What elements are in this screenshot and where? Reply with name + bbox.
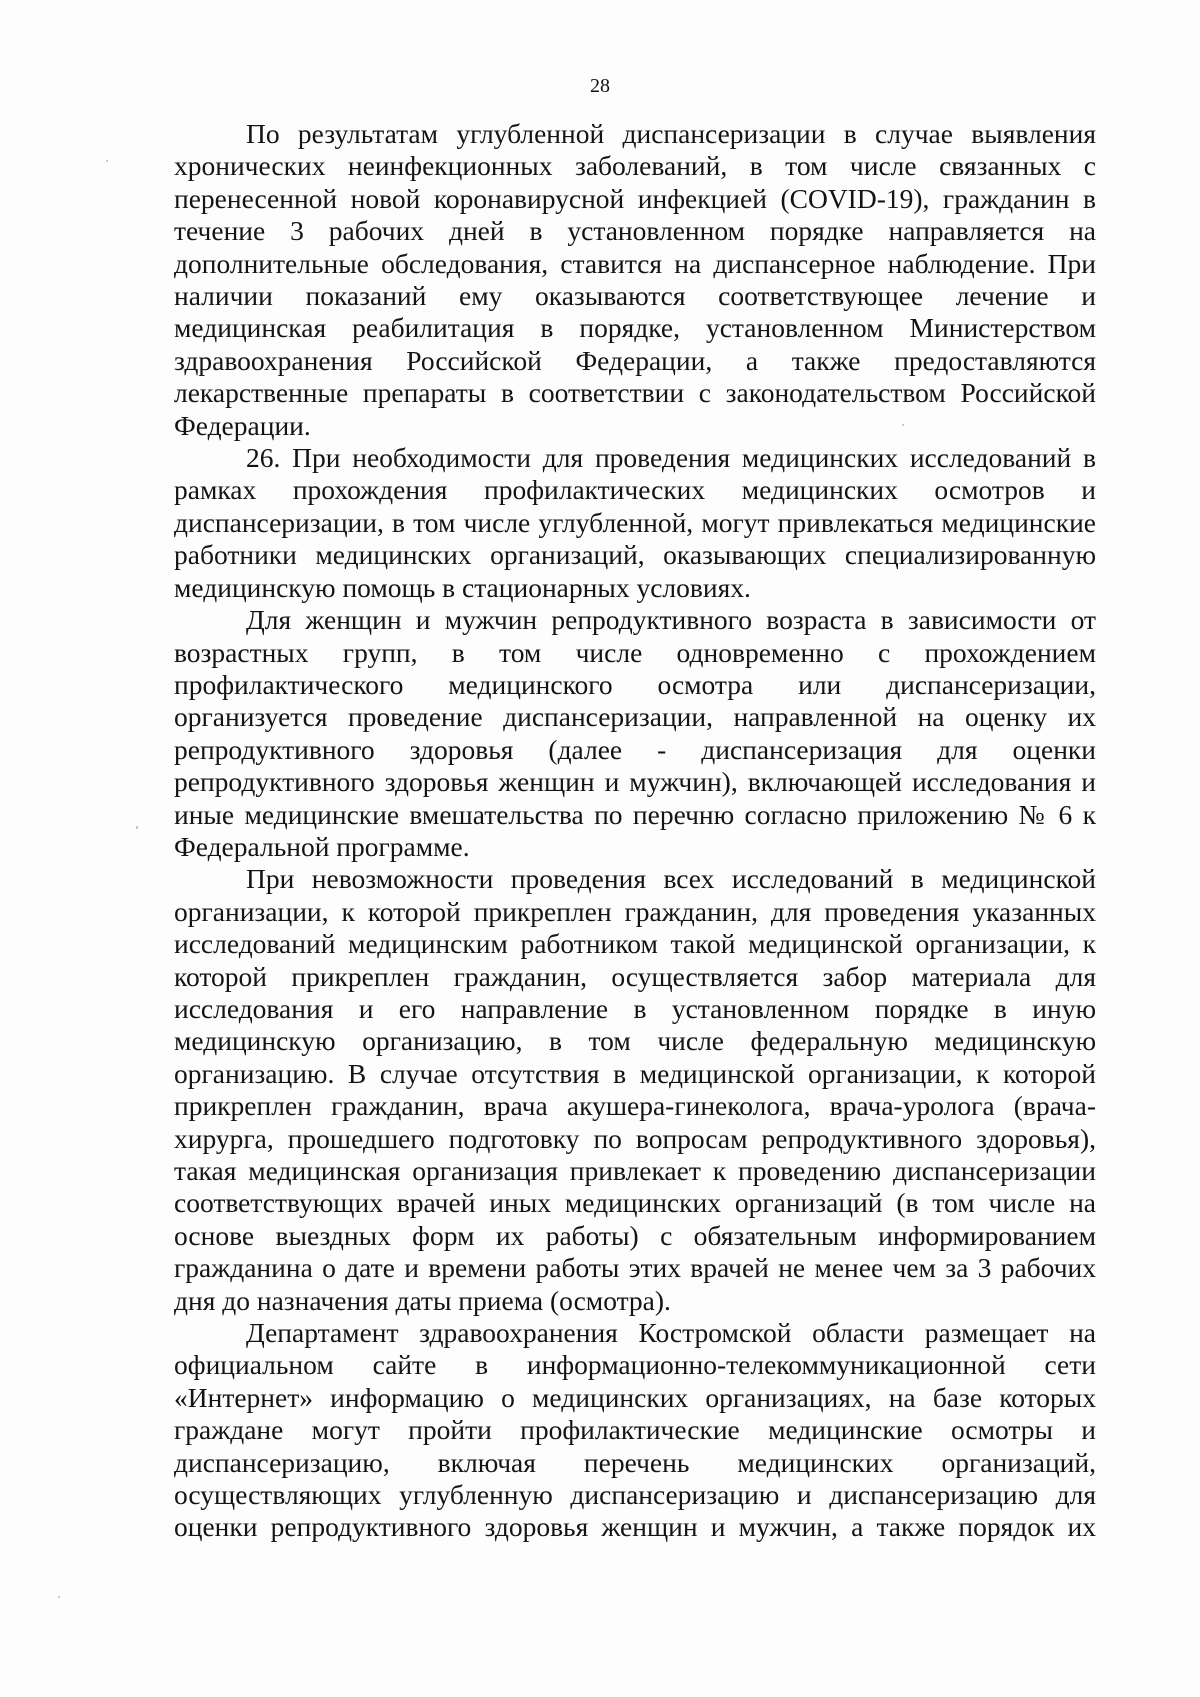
paragraph-research-impossibility: При невозможности проведения всех исследований в медицинской организации, к которой прикреплен гражданин, для проведения указанных исследований медицинским работником такой медицинской организации, к которой прикреплен гражданин, осуществляется забор материала для исследования и его направление в установленном порядке в иную медицинскую организацию, в том числе федеральную медицинскую организацию. В случае отсутствия в медицинской организации, к которой прикреплен гражданин, врача акушера-гинеколога, врача-уролога (врача-хирурга, прошедшего подготовку по вопросам репродуктивного здоровья), такая медицинская организация привлекает к проведению диспансеризации соответствующих врачей иных медицинских организаций (в том числе на основе выездных форм их работы) с обязательным информированием гражданина о дате и времени работы этих врачей не менее чем за 3 рабочих дня до назначения даты приема (осмотра). xyxy=(174,863,1096,1316)
scan-speck xyxy=(58,1596,60,1598)
paragraph-department-publication: Департамент здравоохранения Костромской области размещает на официальном сайте в информационно-телекоммуникационной сети «Интернет» информацию о медицинских организациях, на базе которых граждане могут пройти профилактические медицинские осмотры и диспансеризацию, включая перечень медицинских организаций, осуществляющих углубленную диспансеризацию и диспансеризацию для оценки репродуктивного здоровья женщин и мужчин, а также порядок их xyxy=(174,1317,1096,1543)
document-body xyxy=(174,118,1096,1544)
scan-speck xyxy=(106,160,108,162)
page-number: 28 xyxy=(590,75,610,97)
scan-speck xyxy=(902,424,904,426)
paragraph-26-medical-workers: 26. При необходимости для проведения медицинских исследований в рамках прохождения профилактических медицинских осмотров и диспансеризации, в том числе углубленной, могут привлекаться медицинские работники медицинских организаций, оказывающих специализированную медицинскую помощь в стационарных условиях. xyxy=(174,442,1096,603)
paragraph-deep-checkup-results: По результатам углубленной диспансеризации в случае выявления хронических неинфекционных заболеваний, в том числе связанных с перенесенной новой коронавирусной инфекцией (COVID-19), гражданин в течение 3 рабочих дней в установленном порядке направляется на дополнительные обследования, ставится на диспансерное наблюдение. При наличии показаний ему оказываются соответствующее лечение и медицинская реабилитация в порядке, установленном Министерством здравоохранения Российской Федерации, а также предоставляются лекарственные препараты в соответствии с законодательством Российской Федерации. xyxy=(174,118,1096,441)
paragraph-reproductive-health: Для женщин и мужчин репродуктивного возраста в зависимости от возрастных групп, в том числе одновременно с прохождением профилактического медицинского осмотра или диспансеризации, организуется проведение диспансеризации, направленной на оценку их репродуктивного здоровья (далее - диспансеризация для оценки репродуктивного здоровья женщин и мужчин), включающей исследования и иные медицинские вмешательства по перечню согласно приложению № 6 к Федеральной программе. xyxy=(174,604,1096,862)
scan-speck xyxy=(136,826,138,829)
